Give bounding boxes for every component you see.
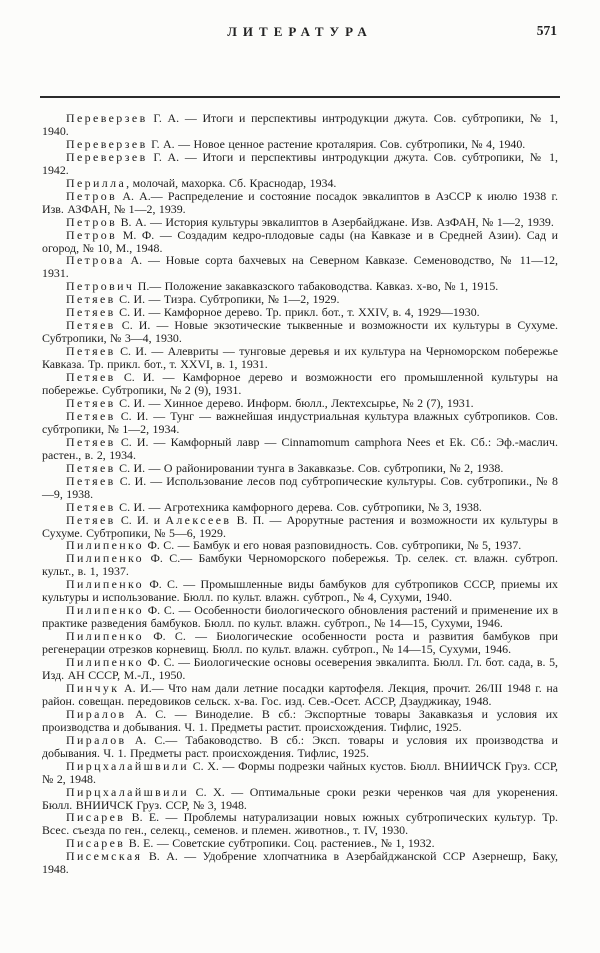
bibliography-entry: Перилла, молочай, махорка. Сб. Краснодар, 1934. <box>66 175 337 190</box>
bibliography-entry: Пинчук А. И.— Что нам дали летние посадки картофеля. Лекция, прочит. 26/III 1948 г. на район. совещан. передовиков сельск. х-ва. Гос. изд. Сев.-Осет. АССР, Дзауджикау, 1948. <box>42 680 558 708</box>
page-title: ЛИТЕРАТУРА <box>227 24 373 39</box>
bibliography-entry: Переверзев Г. А. — Новое ценное растение кроталярия. Сов. субтропики, № 4, 1940. <box>66 136 526 151</box>
bibliography-entry: Петрович П.— Положение закавказского табаководства. Кавказ. х-во, № 1, 1915. <box>66 279 499 294</box>
bibliography-entry: Петяев С. И. — Алевриты — тунговые деревья и их культура на Черноморском побережье Кавказа. Тр. прикл. бот., т. XXVI, в. 1, 1931. <box>42 344 558 372</box>
author-name: Переверзев <box>66 111 148 125</box>
author-name: Петрович <box>66 279 135 294</box>
author-name: Пилипенко <box>66 629 144 644</box>
bibliography-entry: Переверзев Г. А. — Итоги и перспективы интродукции джута. Сов. субтропики, № 1, 1942. <box>42 149 558 177</box>
author-name: Пинчук <box>66 680 120 695</box>
author-name: Писарев <box>66 810 126 825</box>
bibliography-entry: Петяев С. И. — Камфорный лавр — Cinnamomum camphora Nees et Ek. Сб.: Эф.-маслич. растен., в. 2, 1934. <box>42 434 558 462</box>
author-name: Петяев <box>66 395 116 410</box>
author-name: Петяев <box>66 370 116 385</box>
bibliography-entry: Петяев С. И. — Тунг — важнейшая индустриальная культура влажных субтропиков. Сов. субтропики, № 1—2, 1934. <box>42 408 558 436</box>
bibliography-entry: Петяев С. И. — Тизра. Субтропики, № 1—2, 1929. <box>66 292 340 307</box>
author-name: Пилипенко <box>66 538 144 553</box>
author-name: Перилла <box>66 175 127 190</box>
bibliography-entry: Пилипенко Ф. С.— Бамбуки Черноморского побережья. Тр. селек. ст. влажн. субтроп. культ., в. 1, 1937. <box>42 551 558 579</box>
author-name: Петяев <box>66 305 116 320</box>
author-name: Пирцхалайшвили <box>66 758 190 773</box>
bibliography-entry: Петяев С. И. — Использование лесов под субтропические культуры. Сов. субтропики., № 8—9, 1938. <box>42 473 558 501</box>
author-name: Петяев <box>66 460 116 475</box>
bibliography-entry: Писарев В. Е. — Советские субтропики. Соц. растениев., № 1, 1932. <box>66 836 435 851</box>
author-name: Петяев <box>66 499 116 514</box>
bibliography-entry: Пиралов А. С.— Табаководство. В сб.: Эксп. товары и условия их производства и добывания. Ч. 1. Предметы раст. происхождения. Тифлис, 1925. <box>42 732 558 760</box>
author-name: Переверзев <box>66 149 148 164</box>
author-name: Петяев <box>66 292 116 307</box>
author-name: Петяев <box>66 473 116 488</box>
bibliography-entry: Петров В. А. — История культуры эвкалиптов в Азербайджане. Изв. АзФАН, № 1—2, 1939. <box>66 214 554 229</box>
author-name: Переверзев <box>66 136 148 151</box>
page-header <box>41 0 559 48</box>
bibliography-entry: Петяев С. И. — Хинное дерево. Информ. бюлл., Лектехсырье, № 2 (7), 1931. <box>66 395 474 410</box>
author-name: Петров <box>66 227 118 242</box>
bibliography-entry: Переверзев Г. А. — Итоги и перспективы интродукции джута. Сов. субтропики, № 1, 1940. <box>42 111 558 138</box>
author-name: Петяев <box>66 408 116 423</box>
bibliography-entry: Пилипенко Ф. С. — Биологические особенности роста и развития бамбуков при регенерации отрезков корневищ. Бюлл. по культ. влажн. субтроп., № 14—15, Сухуми, 1946. <box>42 629 558 657</box>
author-name: Пилипенко <box>66 655 144 670</box>
author-name: Алексеев <box>165 512 232 527</box>
bibliography-entry: Пилипенко Ф. С. — Бамбук и его новая разповидность. Сов. субтропики, № 5, 1937. <box>66 538 522 553</box>
author-name: Петров <box>66 214 118 229</box>
bibliography-entry: Пилипенко Ф. С. — Промышленные виды бамбуков для субтропиков СССР, приемы их культуры и использование. Бюлл. по культ. влажн. субтроп., № 4, Сухуми, 1940. <box>42 577 558 605</box>
bibliography-entry: Петрова А. — Новые сорта бахчевых на Северном Кавказе. Семеноводство, № 11—12, 1931. <box>42 253 558 281</box>
bibliography-entry: Пиралов А. С. — Виноделие. В сб.: Экспортные товары Закавказья и условия их производства и добывания. Ч. 1. Предметы растит. происхождения. Тифлис, 1925. <box>42 706 558 734</box>
bibliography-entry: Писарев В. Е. — Проблемы натурализации новых южных субтропических культур. Тр. Всес. съезда по ген., селекц., семенов. и племен. животнов., т. IV, 1930. <box>42 810 558 838</box>
bibliography-entry: Петяев С. И. — Камфорное дерево и возможности его промышленной культуры на побережье. Субтропики, № 2 (9), 1931. <box>42 370 558 398</box>
author-name: Пилипенко <box>66 603 144 618</box>
author-name: Петяев <box>66 344 116 359</box>
author-name: Петяев <box>66 512 116 527</box>
author-name: Писарев <box>66 836 126 851</box>
author-name: Петрова <box>66 253 125 268</box>
author-name: Писемская <box>66 849 143 864</box>
bibliography-entry: Петяев С. И. — О районировании тунга в Закавказье. Сов. субтропики, № 2, 1938. <box>66 460 504 475</box>
bibliography-entry: Пилипенко Ф. С. — Особенности биологического обновления растений и применение их в практике разведения бамбуков. Бюлл. по культ. влажн. субтроп., № 14—15, Сухуми, 1946. <box>42 603 558 631</box>
author-name: Пиралов <box>66 706 127 721</box>
bibliography-entry: Пилипенко Ф. С. — Биологические основы осеверения эвкалипта. Бюлл. Гл. бот. сада, в. 5, Изд. АН СССР, М.-Л., 1950. <box>42 655 558 682</box>
author-name: Пирцхалайшвили <box>66 784 190 799</box>
bibliography-entry: Петяев С. И. и Алексеев В. П. — Арорутные растения и возможности их культуры в Сухуме. Субтропики, № 5—6, 1929. <box>42 512 558 540</box>
header-rule <box>40 96 560 98</box>
page-number: 571 <box>536 23 557 38</box>
bibliography-entry: Петяев С. И. — Камфорное дерево. Тр. прикл. бот., т. XXIV, в. 4, 1929—1930. <box>66 305 480 320</box>
bibliography-entry: Пирцхалайшвили С. Х. — Оптимальные сроки резки черенков чая для укоренения. Бюлл. ВНИИЧСК Груз. ССР, № 3, 1948. <box>42 784 558 812</box>
bibliography-entry: Петров А. А.— Распределение и состояние посадок эвкалиптов в АзССР к июлю 1938 г. Изв. АЗФАН, № 1—2, 1939. <box>42 188 558 216</box>
bibliography-entry: Петяев С. И. — Агротехника камфорного дерева. Сов. субтропики, № 3, 1938. <box>66 499 482 514</box>
author-name: Петяев <box>66 318 116 333</box>
author-name: Пилипенко <box>66 577 144 592</box>
bibliography-entry: Петяев С. И. — Новые экзотические тыквенные и возможности их культуры в Сухуме. Субтропики, № 3—4, 1930. <box>42 318 558 346</box>
author-name: Пилипенко <box>66 551 144 566</box>
bibliography-entry: Петров М. Ф. — Создадим кедро-плодовые сады (на Кавказе и в Средней Азии). Сад и огород, № 10, М., 1948. <box>42 227 558 255</box>
bibliography-list <box>42 112 558 876</box>
author-name: Петров <box>66 188 118 203</box>
author-name: Пиралов <box>66 732 127 747</box>
bibliography-entry: Писемская В. А. — Удобрение хлопчатника в Азербайджанской ССР Азернешр, Баку, 1948. <box>42 849 558 877</box>
author-name: Петяев <box>66 434 116 449</box>
bibliography-entry: Пирцхалайшвили С. Х. — Формы подрезки чайных кустов. Бюлл. ВНИИЧСК Груз. ССР, № 2, 1948. <box>42 758 558 786</box>
